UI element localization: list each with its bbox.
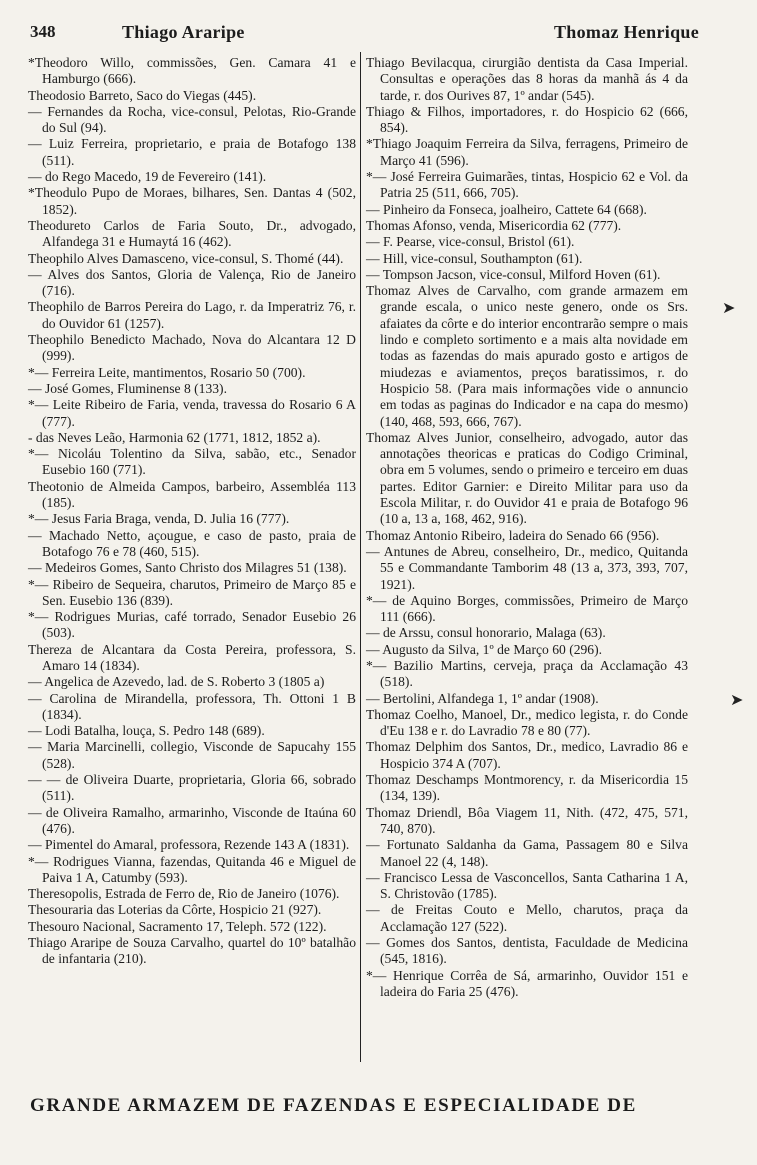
entry: — Pimentel do Amaral, professora, Rezende 143 A (1831). bbox=[28, 837, 350, 853]
column-divider bbox=[360, 52, 361, 1062]
entry: — F. Pearse, vice-consul, Bristol (61). bbox=[366, 234, 575, 250]
entry: — Fortunato Saldanha da Gama, Passagem 80 e Silva Manoel 22 (4, 148). bbox=[366, 837, 688, 869]
page-header bbox=[30, 22, 699, 48]
entry-bold: Thomaz Alves Junior, conselheiro, advogado, autor das annotações theoricas e praticas do Codigo Criminal, obra em 5 volumes, sendo o primeiro e terceiro em duas partes. Editor Garnier: e Direito Militar para uso da Escola Militar, r. do Ouvidor 41 e praia de Botafogo 96 (10 a, 13 a, 168, 462, 916). bbox=[366, 429, 688, 527]
entry: — Hill, vice-consul, Southampton (61). bbox=[366, 250, 583, 266]
entry-bold: Thomaz Deschamps Montmorency, r. da Misericordia 15 (134, 139). bbox=[366, 772, 688, 804]
entry: *— Nicoláu Tolentino da Silva, sabão, etc., Senador Eusebio 160 (771). bbox=[28, 446, 356, 478]
entry: Theodosio Barreto, Saco do Viegas (445). bbox=[28, 87, 257, 103]
entry: *— Leite Ribeiro de Faria, venda, travessa do Rosario 6 A (777). bbox=[28, 397, 356, 429]
entry-bold: Thomaz Coelho, Manoel, Dr., medico legista, r. do Conde d'Eu 138 e r. do Lavradio 78 e 80 (77). bbox=[366, 706, 688, 739]
entry: Theophilo Alves Damasceno, vice-consul, S. Thomé (44). bbox=[28, 250, 344, 266]
entry: — do Rego Macedo, 19 de Fevereiro (141). bbox=[28, 169, 267, 185]
entry: *Theodulo Pupo de Moraes, bilhares, Sen. Dantas 4 (502, 1852). bbox=[28, 185, 356, 217]
entry: — Angelica de Azevedo, lad. de S. Roberto 3 (1805 a) bbox=[28, 674, 325, 690]
entry: *— Rodrigues Murias, café torrado, Senador Eusebio 26 (503). bbox=[28, 609, 356, 641]
entry: *— de Aquino Borges, commissões, Primeiro de Março 111 (666). bbox=[366, 592, 688, 625]
page-number: 348 bbox=[30, 22, 56, 41]
page-footer-advert: GRANDE ARMAZEM DE FAZENDAS E ESPECIALIDADE DE bbox=[30, 1095, 637, 1116]
entry: — de Freitas Couto e Mello, charutos, praça da Acclamação 127 (522). bbox=[366, 902, 688, 934]
entry: Theodureto Carlos de Faria Souto, Dr., advogado, Alfandega 31 e Humaytá 16 (462). bbox=[28, 217, 356, 250]
entry: *— Rodrigues Vianna, fazendas, Quitanda 46 e Miguel de Paiva 1 A, Catumby (593). bbox=[28, 853, 356, 885]
entry: — Maria Marcinelli, collegio, Visconde de Sapucahy 155 (528). bbox=[28, 739, 356, 771]
entry: *— Bazilio Martins, cerveja, praça da Acclamação 43 (518). bbox=[366, 657, 688, 690]
entry: — — de Oliveira Duarte, proprietaria, Gloria 66, sobrado (511). bbox=[28, 772, 356, 804]
entry: *— Henrique Corrêa de Sá, armarinho, Ouvidor 151 e ladeira do Faria 25 (476). bbox=[366, 967, 688, 999]
entry: — Medeiros Gomes, Santo Christo dos Milagres 51 (138). bbox=[28, 560, 347, 576]
entry-bold: Theophilo de Barros Pereira do Lago, r. da Imperatriz 76, r. do Ouvidor 61 (1257). bbox=[28, 299, 356, 331]
entry: — Machado Netto, açougue, e caso de pasto, praia de Botafogo 76 e 78 (460, 515). bbox=[28, 527, 356, 559]
entry-bold: Thesouro Nacional, Sacramento 17, Teleph. 572 (122). bbox=[28, 918, 327, 934]
entry: — Augusto da Silva, 1º de Março 60 (296). bbox=[366, 641, 603, 657]
entry: — Antunes de Abreu, conselheiro, Dr., medico, Quitanda 55 e Commandante Tamborim 48 (13 a, 373, 393, 707, 1921). bbox=[366, 543, 688, 592]
entry: Thomas Afonso, venda, Misericordia 62 (777). bbox=[366, 217, 622, 233]
entry: — Lodi Batalha, louça, S. Pedro 148 (689). bbox=[28, 723, 265, 739]
entry: Thomaz Driendl, Bôa Viagem 11, Nith. (472, 475, 571, 740, 870). bbox=[366, 804, 688, 836]
entry: Thomaz Antonio Ribeiro, ladeira do Senado 66 (956). bbox=[366, 527, 660, 543]
entry: — Tompson Jacson, vice-consul, Milford Hoven (61). bbox=[366, 266, 661, 282]
entry: — Luiz Ferreira, proprietario, e praia de Botafogo 138 (511). bbox=[28, 136, 356, 168]
hand-arrow-icon: ➤ bbox=[722, 300, 736, 317]
right-running-title: Thomaz Henrique bbox=[553, 22, 699, 42]
entry: Thomaz Delphim dos Santos, Dr., medico, Lavradio 86 e Hospicio 374 A (707). bbox=[366, 739, 688, 771]
entry: - das Neves Leão, Harmonia 62 (1771, 1812, 1852 a). bbox=[28, 429, 321, 445]
entry-bold: Thesouraria das Loterias da Côrte, Hospicio 21 (927). bbox=[28, 902, 322, 918]
entry: Theotonio de Almeida Campos, barbeiro, Assembléa 113 (185). bbox=[28, 478, 356, 511]
left-column bbox=[28, 55, 356, 968]
entry: Theophilo Benedicto Machado, Nova do Alcantara 12 D (999). bbox=[28, 332, 356, 364]
entry-bold: Theresopolis, Estrada de Ferro de, Rio de Janeiro (1076). bbox=[28, 886, 340, 902]
entry: — Pinheiro da Fonseca, joalheiro, Cattete 64 (668). bbox=[366, 201, 647, 217]
entry: — de Arssu, consul honorario, Malaga (63). bbox=[366, 625, 606, 641]
entry: *— José Ferreira Guimarães, tintas, Hospicio 62 e Vol. da Patria 25 (511, 666, 705). bbox=[366, 169, 688, 201]
entry: *— Ferreira Leite, mantimentos, Rosario 50 (700). bbox=[28, 364, 306, 380]
entry: — Alves dos Santos, Gloria de Valença, Rio de Janeiro (716). bbox=[28, 266, 356, 299]
entry: — Carolina de Mirandella, professora, Th. Ottoni 1 B (1834). bbox=[28, 690, 356, 722]
right-column bbox=[366, 55, 688, 1000]
entry: — Gomes dos Santos, dentista, Faculdade de Medicina (545, 1816). bbox=[366, 935, 688, 967]
entry: Thiago Araripe de Souza Carvalho, quartel do 10º batalhão de infantaria (210). bbox=[28, 935, 356, 967]
entry: *— Jesus Faria Braga, venda, D. Julia 16 (777). bbox=[28, 511, 290, 527]
entry: Thereza de Alcantara da Costa Pereira, professora, S. Amaro 14 (1834). bbox=[28, 641, 356, 673]
entry-bold: Thomaz Alves de Carvalho, com grande armazem em grande escala, o unico neste genero, onde os Srs. afaiates da côrte e do interior encontrarão sempre o mais lindo e completo sortimento e a mais alta novidade em todas as fazendas do mais apurado gosto e artigos de miudezas e aviamentos, preços baratissimos, r. do Hospicio 58. (Para mais informações vide o annuncio em todas as paginas do Indicador e na capa do mesmo) (140, 468, 593, 666, 767). bbox=[366, 283, 688, 429]
entry: *Thiago Joaquim Ferreira da Silva, ferragens, Primeiro de Março 41 (596). bbox=[366, 136, 688, 168]
entry: — de Oliveira Ramalho, armarinho, Visconde de Itaúna 60 (476). bbox=[28, 804, 356, 836]
entry: — José Gomes, Fluminense 8 (133). bbox=[28, 380, 227, 396]
entry: *— Ribeiro de Sequeira, charutos, Primeiro de Março 85 e Sen. Eusebio 136 (839). bbox=[28, 576, 356, 608]
entry: — Bertolini, Alfandega 1, 1º andar (1908). bbox=[366, 690, 599, 706]
entry: — Francisco Lessa de Vasconcellos, Santa Catharina 1 A, S. Christovão (1785). bbox=[366, 869, 688, 902]
entry-bold: Thiago Bevilacqua, cirurgião dentista da Casa Imperial. Consultas e operações das 8 horas da manhã ás 4 da tarde, r. dos Ourives 87, 1º andar (545). bbox=[366, 55, 688, 103]
entry-bold: Thiago & Filhos, importadores, r. do Hospicio 62 (666, 854). bbox=[366, 103, 688, 136]
entry: — Fernandes da Rocha, vice-consul, Pelotas, Rio-Grande do Sul (94). bbox=[28, 103, 356, 136]
entry: *Theodoro Willo, commissões, Gen. Camara 41 e Hamburgo (666). bbox=[28, 55, 356, 87]
hand-arrow-icon: ➤ bbox=[730, 692, 744, 709]
left-running-title: Thiago Araripe bbox=[122, 22, 245, 42]
